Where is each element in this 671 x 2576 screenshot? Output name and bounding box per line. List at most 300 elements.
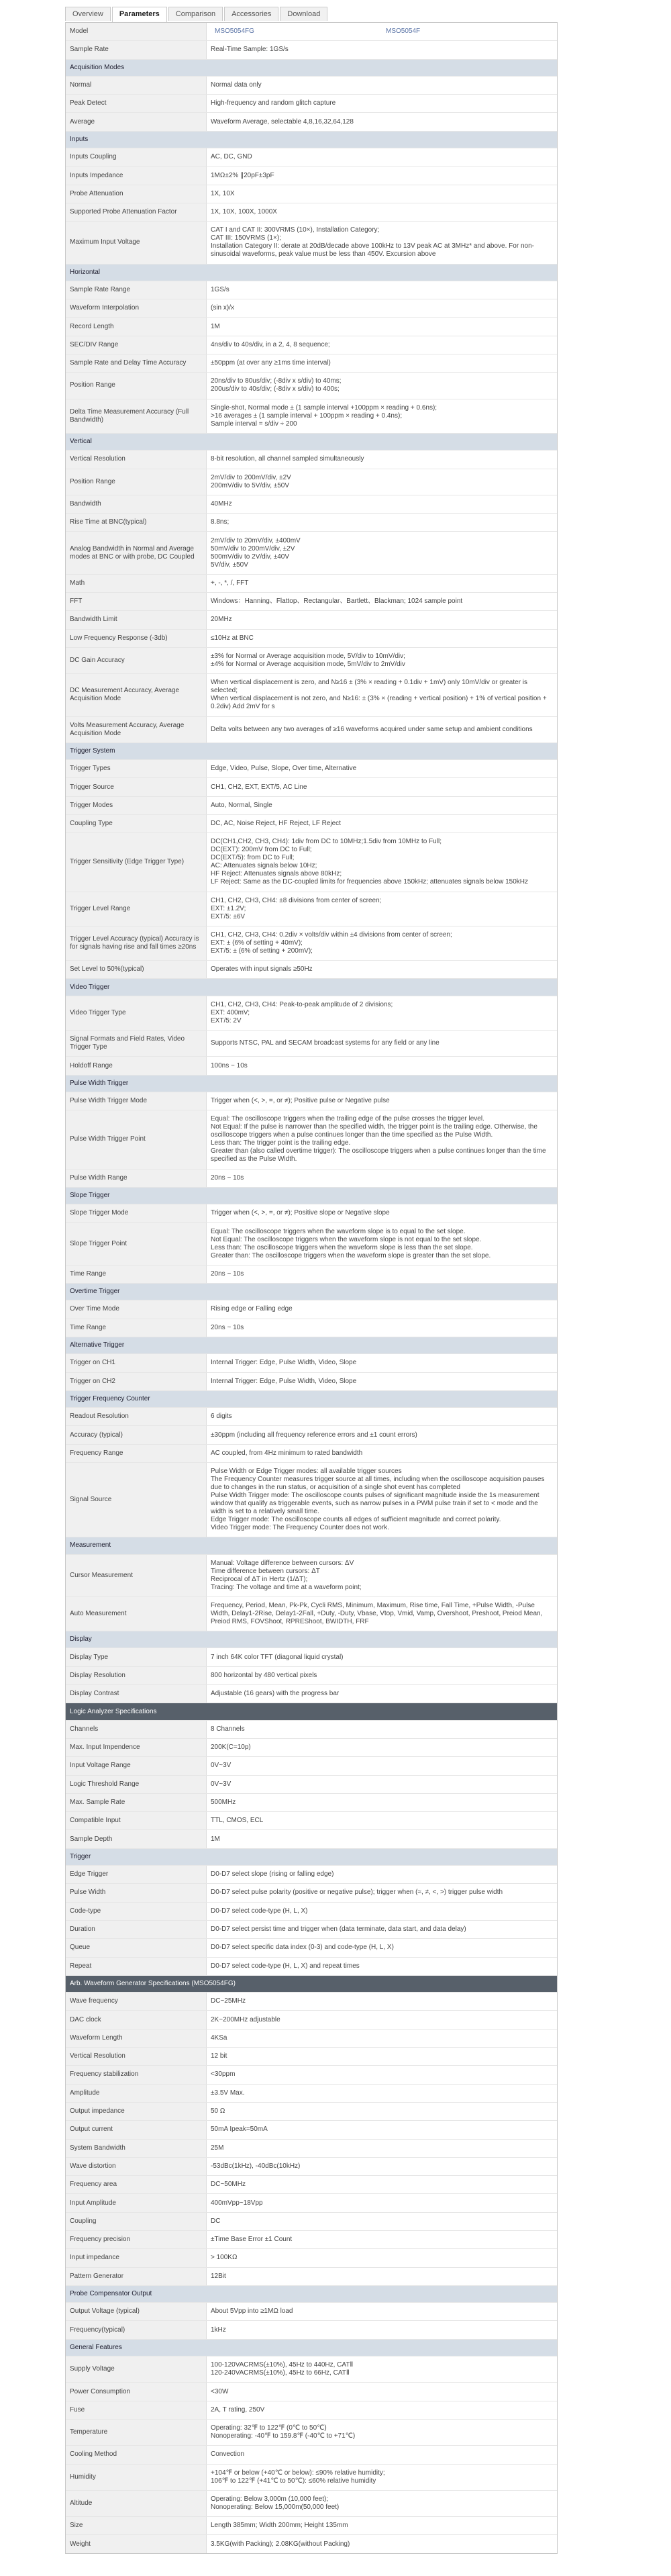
spec-label: Set Level to 50%(typical) bbox=[66, 961, 207, 978]
section-header: Overtime Trigger bbox=[66, 1284, 557, 1300]
spec-row bbox=[66, 2085, 557, 2103]
spec-row bbox=[66, 1776, 557, 1794]
spec-row bbox=[66, 1939, 557, 1957]
spec-row bbox=[66, 1555, 557, 1597]
spec-label: Weight bbox=[66, 2535, 207, 2553]
spec-value: Adjustable (16 gears) with the progress bar bbox=[211, 1690, 340, 1698]
spec-row bbox=[66, 1757, 557, 1775]
spec-value: Delta volts between any two averages of ≥16 waveforms acquired under same setup and ambient conditions bbox=[211, 725, 533, 733]
spec-value: Convection bbox=[211, 2450, 245, 2459]
spec-value: DC(CH1,CH2, CH3, CH4): 1div from DC to 10MHz;1.5div from 10MHz to Full; DC(EXT): 200mV from DC to Full; DC(EXT/5): from DC to Full; AC: Attenuates signals below 10Hz; HF Reject: Attenuates signals above 80kHz; LF Reject: Same as the DC-coupled limits for frequencies above 150kHz; attenuates signals below 150kHz bbox=[211, 838, 529, 886]
spec-row bbox=[66, 336, 557, 354]
spec-row bbox=[66, 892, 557, 926]
spec-label: Maximum Input Voltage bbox=[66, 222, 207, 263]
spec-label: DAC clock bbox=[66, 2011, 207, 2028]
spec-value: 2mV/div to 200mV/div, ±2V 200mV/div to 5V/div, ±50V bbox=[211, 473, 291, 489]
spec-row bbox=[66, 77, 557, 95]
spec-value: Edge, Video, Pulse, Slope, Over time, Alternative bbox=[211, 765, 357, 773]
section-header: Slope Trigger bbox=[66, 1188, 557, 1204]
spec-label: Bandwidth bbox=[66, 495, 207, 513]
spec-row bbox=[66, 41, 557, 59]
spec-value: 25M bbox=[211, 2144, 224, 2152]
spec-label: Temperature bbox=[66, 2420, 207, 2445]
spec-value: 800 horizontal by 480 vertical pixels bbox=[211, 1671, 317, 1679]
spec-row bbox=[66, 1921, 557, 1939]
spec-label: SEC/DIV Range bbox=[66, 336, 207, 354]
spec-value: 20ns ~ 10s bbox=[211, 1174, 244, 1182]
spec-label: Input Amplitude bbox=[66, 2194, 207, 2211]
spec-row bbox=[66, 630, 557, 648]
spec-value: Operating: Below 3,000m (10,000 feet); Nonoperating: Below 15,000m(50,000 feet) bbox=[211, 2495, 340, 2511]
spec-value: DC~25MHz bbox=[211, 1997, 246, 2005]
spec-row bbox=[66, 399, 557, 434]
spec-row bbox=[66, 1830, 557, 1848]
spec-value: 12 bit bbox=[211, 2052, 227, 2060]
spec-value: ±3.5V Max. bbox=[211, 2089, 245, 2097]
spec-label: Peak Detect bbox=[66, 95, 207, 112]
spec-label: Time Range bbox=[66, 1266, 207, 1283]
spec-row bbox=[66, 1223, 557, 1265]
tab-overview[interactable]: Overview bbox=[65, 7, 111, 21]
spec-row bbox=[66, 1266, 557, 1284]
tab-parameters[interactable]: Parameters bbox=[112, 7, 167, 22]
spec-row bbox=[66, 514, 557, 532]
spec-label: Display Type bbox=[66, 1648, 207, 1666]
spec-row bbox=[66, 2213, 557, 2231]
spec-row bbox=[66, 1903, 557, 1921]
spec-label: Trigger on CH2 bbox=[66, 1373, 207, 1390]
spec-value: When vertical displacement is zero, and N≥16 ± (3% × reading + 0.1div + 1mV) only 10mV/div or greater is selected; When vertical displacement is not zero, and N≥16: ± (3% × (reading + vertical position) + 1% of vertical position + 0.2div) Add 2mV for s bbox=[211, 679, 547, 711]
spec-row bbox=[66, 1993, 557, 2011]
spec-label: Queue bbox=[66, 1939, 207, 1956]
spec-label: Trigger Modes bbox=[66, 797, 207, 814]
spec-value: Real-Time Sample: 1GS/s bbox=[211, 46, 289, 54]
spec-value: TTL, CMOS, ECL bbox=[211, 1817, 264, 1825]
spec-label: Trigger Source bbox=[66, 778, 207, 796]
spec-label: Waveform Length bbox=[66, 2030, 207, 2047]
spec-label: DC Measurement Accuracy, Average Acquisition Mode bbox=[66, 674, 207, 716]
spec-row bbox=[66, 996, 557, 1031]
spec-value: CH1, CH2, CH3, CH4: 0.2div × volts/div within ±4 divisions from center of screen; EXT: ± (6% of setting + 40mV); EXT/5: ± (6% of setting + 200mV); bbox=[211, 931, 452, 955]
section-header: Pulse Width Trigger bbox=[66, 1076, 557, 1092]
spec-label: Frequency(typical) bbox=[66, 2321, 207, 2338]
spec-label: Video Trigger Type bbox=[66, 996, 207, 1030]
spec-value: 1X, 10X bbox=[211, 189, 235, 197]
spec-row bbox=[66, 1685, 557, 1703]
spec-value: (sin x)/x bbox=[211, 304, 234, 312]
spec-value: 20ns ~ 10s bbox=[211, 1323, 244, 1331]
spec-label: Volts Measurement Accuracy, Average Acquisition Mode bbox=[66, 717, 207, 743]
spec-label: Math bbox=[66, 575, 207, 592]
spec-row bbox=[66, 1667, 557, 1685]
spec-value: Windows：Hanning、Flattop、Rectangular、Bartlett、Blackman; 1024 sample point bbox=[211, 598, 463, 606]
spec-value: D0-D7 select slope (rising or falling edge) bbox=[211, 1870, 334, 1878]
spec-row bbox=[66, 2303, 557, 2321]
spec-value: ≤10Hz at BNC bbox=[211, 634, 254, 642]
section-header: Vertical bbox=[66, 434, 557, 450]
spec-label: Code-type bbox=[66, 1903, 207, 1920]
spec-value: Auto, Normal, Single bbox=[211, 801, 272, 809]
spec-label: Signal Source bbox=[66, 1463, 207, 1537]
spec-label: Trigger on CH1 bbox=[66, 1354, 207, 1372]
section-header: Inputs bbox=[66, 132, 557, 148]
spec-row bbox=[66, 450, 557, 469]
spec-value: 12Bit bbox=[211, 2272, 226, 2280]
spec-value: D0-D7 select persist time and trigger when (data terminate, data start, and data delay) bbox=[211, 1925, 466, 1934]
spec-row bbox=[66, 495, 557, 514]
spec-value: 6 digits bbox=[211, 1413, 232, 1421]
spec-row bbox=[66, 717, 557, 743]
spec-row bbox=[66, 222, 557, 264]
spec-label: Trigger Level Range bbox=[66, 892, 207, 926]
spec-row bbox=[66, 1426, 557, 1444]
spec-label: Frequency stabilization bbox=[66, 2066, 207, 2083]
spec-value: 0V~3V bbox=[211, 1780, 231, 1788]
spec-label: Low Frequency Response (-3db) bbox=[66, 630, 207, 647]
spec-label: Supply Voltage bbox=[66, 2356, 207, 2382]
spec-value: D0-D7 select pulse polarity (positive or negative pulse); trigger when (≈, ≠, <, >) trigger pulse width bbox=[211, 1889, 503, 1897]
spec-label: Average bbox=[66, 113, 207, 130]
spec-row bbox=[66, 926, 557, 961]
spec-value: 8.8ns; bbox=[211, 518, 229, 526]
spec-label: Rise Time at BNC(typical) bbox=[66, 514, 207, 531]
spec-row bbox=[66, 113, 557, 131]
spec-value: Single-shot, Normal mode ± (1 sample interval +100ppm × reading + 0.6ns); >16 averages ± (1 sample interval + 100ppm × reading + 0.4ns); Sample interval = s/div ÷ 200 bbox=[211, 403, 437, 428]
spec-label: Supported Probe Attenuation Factor bbox=[66, 203, 207, 221]
spec-row bbox=[66, 833, 557, 892]
spec-label: Analog Bandwidth in Normal and Average modes at BNC or with probe, DC Coupled bbox=[66, 532, 207, 573]
spec-row bbox=[66, 1354, 557, 1372]
spec-value: 1kHz bbox=[211, 2326, 226, 2334]
spec-row bbox=[66, 575, 557, 593]
spec-label: Coupling bbox=[66, 2213, 207, 2230]
spec-value: -53dBc(1kHz), -40dBc(10kHz) bbox=[211, 2162, 301, 2170]
spec-value: DC, AC, Noise Reject, HF Reject, LF Reject bbox=[211, 820, 341, 828]
spec-row bbox=[66, 2420, 557, 2446]
spec-row bbox=[66, 2048, 557, 2066]
section-header: Horizontal bbox=[66, 265, 557, 281]
spec-label: Pattern Generator bbox=[66, 2268, 207, 2285]
spec-value: 1M bbox=[211, 322, 220, 330]
spec-value: <30ppm bbox=[211, 2070, 236, 2079]
spec-label: Sample Depth bbox=[66, 1830, 207, 1848]
spec-value: Operates with input signals ≥50Hz bbox=[211, 965, 313, 973]
spec-label: Signal Formats and Field Rates, Video Trigger Type bbox=[66, 1031, 207, 1056]
spec-value: D0-D7 select specific data index (0-3) and code-type (H, L, X) bbox=[211, 1944, 394, 1952]
spec-label: Input impedance bbox=[66, 2249, 207, 2267]
section-header: Alternative Trigger bbox=[66, 1337, 557, 1354]
spec-value: 20MHz bbox=[211, 616, 232, 624]
spec-value: DC bbox=[211, 2217, 221, 2225]
section-header: General Features bbox=[66, 2340, 557, 2356]
spec-row bbox=[66, 760, 557, 778]
spec-label: Record Length bbox=[66, 318, 207, 335]
spec-label: Power Consumption bbox=[66, 2383, 207, 2400]
spec-value: 200K(C=10p) bbox=[211, 1744, 251, 1752]
spec-row bbox=[66, 1445, 557, 1463]
spec-label: Readout Resolution bbox=[66, 1408, 207, 1425]
spec-row bbox=[66, 797, 557, 815]
section-header: Measurement bbox=[66, 1537, 557, 1554]
spec-value: 100-120VACRMS(±10%), 45Hz to 440Hz, CATⅡ 120-240VACRMS(±10%), 45Hz to 66Hz, CATⅡ bbox=[211, 2361, 354, 2377]
spec-value: Trigger when (<, >, =, or ≠); Positive slope or Negative slope bbox=[211, 1209, 390, 1217]
spec-value: 20ns/div to 80us/div; (-8div x s/div) to 40ms; 200us/div to 40s/div; (-8div x s/div) to 400s; bbox=[211, 377, 342, 393]
spec-label: Position Range bbox=[66, 373, 207, 398]
tab-bar bbox=[65, 7, 329, 22]
spec-label: Max. Sample Rate bbox=[66, 1794, 207, 1811]
spec-label: Normal bbox=[66, 77, 207, 94]
spec-row bbox=[66, 1170, 557, 1188]
spec-label: Duration bbox=[66, 1921, 207, 1938]
spec-label: Vertical Resolution bbox=[66, 2048, 207, 2065]
spec-value: D0-D7 select code-type (H, L, X) bbox=[211, 1907, 308, 1915]
section-header: Video Trigger bbox=[66, 979, 557, 996]
spec-row bbox=[66, 2268, 557, 2286]
spec-row bbox=[66, 2401, 557, 2420]
spec-value: 100ns ~ 10s bbox=[211, 1061, 248, 1069]
spec-row bbox=[66, 2249, 557, 2267]
spec-value: Rising edge or Falling edge bbox=[211, 1305, 293, 1313]
spec-row bbox=[66, 778, 557, 796]
spec-label: Position Range bbox=[66, 469, 207, 495]
spec-label: Auto Measurement bbox=[66, 1597, 207, 1631]
spec-row bbox=[66, 203, 557, 222]
tab-download[interactable]: Download bbox=[280, 7, 327, 21]
section-header: Probe Compensator Output bbox=[66, 2286, 557, 2303]
spec-label: Pulse Width Trigger Mode bbox=[66, 1092, 207, 1110]
spec-row bbox=[66, 299, 557, 318]
spec-label: Sample Rate Range bbox=[66, 281, 207, 299]
spec-label: Sample Rate and Delay Time Accuracy bbox=[66, 354, 207, 372]
spec-label: Output impedance bbox=[66, 2103, 207, 2120]
spec-value: 1X, 10X, 100X, 1000X bbox=[211, 208, 277, 216]
spec-row bbox=[66, 2517, 557, 2535]
spec-label: Wave frequency bbox=[66, 1993, 207, 2010]
spec-row bbox=[66, 1812, 557, 1830]
spec-row bbox=[66, 2383, 557, 2401]
spec-row bbox=[66, 2030, 557, 2048]
tab-accessories[interactable]: Accessories bbox=[224, 7, 278, 21]
spec-row bbox=[66, 1597, 557, 1631]
spec-value: ±Time Base Error ±1 Count bbox=[211, 2236, 293, 2244]
spec-value: Normal data only bbox=[211, 81, 262, 89]
spec-table bbox=[65, 22, 558, 2554]
spec-row bbox=[66, 1884, 557, 1902]
spec-row bbox=[66, 593, 557, 611]
spec-value: +104℉ or below (+40℃ or below): ≤90% relative humidity; 106℉ to 122℉ (+41℃ to 50℃): ≤60% relative humidity bbox=[211, 2469, 385, 2485]
spec-label: Display Resolution bbox=[66, 1667, 207, 1684]
spec-label: Size bbox=[66, 2517, 207, 2534]
spec-row bbox=[66, 2158, 557, 2176]
spec-row bbox=[66, 1031, 557, 1057]
spec-label: Slope Trigger Point bbox=[66, 1223, 207, 1264]
spec-label: Accuracy (typical) bbox=[66, 1426, 207, 1443]
spec-label: Frequency Range bbox=[66, 1445, 207, 1462]
spec-value: 0V~3V bbox=[211, 1762, 231, 1770]
spec-label: Trigger Sensitivity (Edge Trigger Type) bbox=[66, 833, 207, 891]
spec-label: Input Voltage Range bbox=[66, 1757, 207, 1774]
spec-label: Probe Attenuation bbox=[66, 185, 207, 203]
spec-row bbox=[66, 2356, 557, 2383]
spec-value: <30W bbox=[211, 2387, 229, 2395]
spec-row bbox=[66, 1319, 557, 1337]
spec-value: CH1, CH2, CH3, CH4: Peak-to-peak amplitude of 2 divisions; EXT: 400mV; EXT/5: 2V bbox=[211, 1000, 393, 1024]
spec-row bbox=[66, 2066, 557, 2084]
spec-label: Inputs Impedance bbox=[66, 166, 207, 184]
spec-value: Internal Trigger: Edge, Pulse Width, Video, Slope bbox=[211, 1377, 357, 1385]
tab-comparison[interactable]: Comparison bbox=[168, 7, 223, 21]
spec-value: About 5Vpp into ≥1MΩ load bbox=[211, 2307, 293, 2316]
spec-value: Equal: The oscilloscope triggers when the waveform slope is to equal to the set slope. Not Equal: The oscilloscope triggers when the waveform slope is not equal to the set slope. Less than: The oscilloscope triggers when the waveform slope is less than the set slope. Greater than: The oscilloscope triggers when the waveform slope is greater than the set slope. bbox=[211, 1227, 491, 1259]
spec-label: Channels bbox=[66, 1721, 207, 1738]
spec-value: 400mVpp~18Vpp bbox=[211, 2199, 263, 2207]
spec-value: DC~50MHz bbox=[211, 2181, 246, 2189]
spec-label: Coupling Type bbox=[66, 815, 207, 832]
spec-row bbox=[66, 1463, 557, 1537]
spec-row bbox=[66, 648, 557, 674]
spec-row bbox=[66, 1866, 557, 1884]
spec-row bbox=[66, 2121, 557, 2139]
spec-row bbox=[66, 1057, 557, 1075]
spec-row bbox=[66, 2491, 557, 2517]
spec-label: Bandwidth Limit bbox=[66, 611, 207, 628]
spec-value: Supports NTSC, PAL and SECAM broadcast systems for any field or any line bbox=[211, 1039, 440, 1047]
spec-row bbox=[66, 185, 557, 203]
spec-value: Internal Trigger: Edge, Pulse Width, Video, Slope bbox=[211, 1359, 357, 1367]
spec-value: 4ns/div to 40s/div, in a 2, 4, 8 sequence; bbox=[211, 340, 330, 348]
spec-row bbox=[66, 611, 557, 629]
spec-label: Amplitude bbox=[66, 2085, 207, 2102]
spec-row bbox=[66, 2446, 557, 2464]
spec-label: Output current bbox=[66, 2121, 207, 2138]
spec-row bbox=[66, 166, 557, 185]
spec-label: Trigger Level Accuracy (typical) Accuracy is for signals having rise and fall times ≥20ns bbox=[66, 926, 207, 960]
spec-label: Pulse Width Trigger Point bbox=[66, 1110, 207, 1168]
spec-value: 500MHz bbox=[211, 1799, 236, 1806]
spec-value: 20ns ~ 10s bbox=[211, 1270, 244, 1278]
spec-row bbox=[66, 95, 557, 113]
spec-row bbox=[66, 1408, 557, 1426]
section-header: Trigger bbox=[66, 1849, 557, 1866]
spec-label: Delta Time Measurement Accuracy (Full Bandwidth) bbox=[66, 399, 207, 433]
spec-label: Pulse Width Range bbox=[66, 1170, 207, 1187]
spec-value: Waveform Average, selectable 4,8,16,32,64,128 bbox=[211, 117, 354, 126]
spec-value: 7 inch 64K color TFT (diagonal liquid crystal) bbox=[211, 1653, 344, 1661]
spec-value: Manual: Voltage difference between cursors: ΔV Time difference between cursors: ΔT Reciprocal of ΔT in Hertz (1/ΔT); Tracing: The voltage and time at a waveform point; bbox=[211, 1559, 362, 1591]
spec-row bbox=[66, 1739, 557, 1757]
spec-value: ±30ppm (including all frequency reference errors and ±1 count errors) bbox=[211, 1431, 417, 1439]
spec-value: ±3% for Normal or Average acquisition mode, 5V/div to 10mV/div; ±4% for Normal or Average acquisition mode, 5mV/div to 2mV/div bbox=[211, 653, 405, 669]
spec-label: FFT bbox=[66, 593, 207, 610]
spec-label: Frequency precision bbox=[66, 2231, 207, 2248]
spec-row bbox=[66, 1110, 557, 1169]
spec-value: +, -, *, /, FFT bbox=[211, 579, 249, 587]
spec-value: Operating: 32℉ to 122℉ (0℃ to 50℃) Nonoperating: -40℉ to 159.8℉ (-40℃ to +71℃) bbox=[211, 2424, 356, 2440]
spec-row bbox=[66, 532, 557, 574]
spec-value: 8-bit resolution, all channel sampled simultaneously bbox=[211, 455, 364, 463]
spec-row bbox=[66, 469, 557, 495]
spec-label: Output Voltage (typical) bbox=[66, 2303, 207, 2320]
spec-row bbox=[66, 2321, 557, 2339]
spec-row bbox=[66, 1958, 557, 1976]
spec-row bbox=[66, 2465, 557, 2491]
spec-label: Frequency area bbox=[66, 2176, 207, 2193]
spec-row bbox=[66, 1794, 557, 1812]
spec-value: CAT I and CAT II: 300VRMS (10×), Installation Category; CAT III: 150VRMS (1×); Installation Category II: derate at 20dB/decade above 100kHz to 13V peak AC at 3MHz* and above. For non-sinusoidal waveforms, peak value must be less than 450V. Excursion above bbox=[211, 226, 534, 258]
spec-label: Inputs Coupling bbox=[66, 148, 207, 166]
spec-row bbox=[66, 2231, 557, 2249]
section-header: Display bbox=[66, 1631, 557, 1648]
section-header: Trigger Frequency Counter bbox=[66, 1391, 557, 1408]
spec-value: D0-D7 select code-type (H, L, X) and repeat times bbox=[211, 1962, 360, 1970]
spec-value: 3.5KG(with Packing); 2.08KG(without Packing) bbox=[211, 2540, 350, 2548]
spec-label: Slope Trigger Mode bbox=[66, 1204, 207, 1222]
spec-label: Compatible Input bbox=[66, 1812, 207, 1829]
spec-value: 1MΩ±2% ∥20pF±3pF bbox=[211, 171, 274, 179]
spec-value: AC coupled, from 4Hz minimum to rated bandwidth bbox=[211, 1449, 363, 1457]
spec-value: 40MHz bbox=[211, 499, 232, 508]
spec-row bbox=[66, 1092, 557, 1110]
spec-label: Altitude bbox=[66, 2491, 207, 2516]
spec-row bbox=[66, 961, 557, 979]
section-header: Logic Analyzer Specifications bbox=[66, 1703, 557, 1720]
spec-label: Vertical Resolution bbox=[66, 450, 207, 468]
spec-row bbox=[66, 1721, 557, 1739]
spec-value: 2mV/div to 20mV/div, ±400mV 50mV/div to 200mV/div, ±2V 500mV/div to 2V/div, ±40V 5V/div, ±50V bbox=[211, 536, 301, 569]
spec-value: Pulse Width or Edge Trigger modes: all available trigger sources The Frequency Counter measures trigger source at all times, including when the oscilloscope acquisition pauses due to changes in the run status, or acquisition of a single shot event has completed Pulse Width Trigger mode: The oscilloscope counts pulses of significant magnitude inside the 1s measurement window that qualify as triggerable events, such as narrow pulses in a PWM pulse train if set to < mode and the width is set to a relatively small time. Edge Trigger mode: The oscilloscope counts all edges of sufficient magnitude and correct polarity. Video Trigger mode: The Frequency Counter does not work. bbox=[211, 1468, 545, 1532]
section-header: Arb. Waveform Generator Specifications (MSO5054FG) bbox=[66, 1976, 557, 1993]
spec-value: 2A, T rating, 250V bbox=[211, 2405, 265, 2414]
model-link[interactable]: MSO5054FG bbox=[215, 28, 254, 36]
spec-label: Fuse bbox=[66, 2401, 207, 2419]
spec-row bbox=[66, 1373, 557, 1391]
spec-row bbox=[66, 281, 557, 299]
spec-row bbox=[66, 373, 557, 399]
spec-value: 1GS/s bbox=[211, 286, 229, 293]
spec-value: CH1, CH2, CH3, CH4: ±8 divisions from center of screen; EXT: ±1.2V; EXT/5: ±6V bbox=[211, 896, 382, 920]
spec-label: Time Range bbox=[66, 1319, 207, 1337]
spec-value: Length 385mm; Width 200mm; Height 135mm bbox=[211, 2522, 348, 2530]
spec-label: DC Gain Accuracy bbox=[66, 648, 207, 673]
spec-row bbox=[66, 2140, 557, 2158]
spec-row bbox=[66, 1648, 557, 1666]
spec-row bbox=[66, 354, 557, 373]
spec-row bbox=[66, 674, 557, 716]
spec-row bbox=[66, 148, 557, 166]
spec-label: Holdoff Range bbox=[66, 1057, 207, 1074]
spec-value: High-frequency and random glitch capture bbox=[211, 99, 336, 107]
spec-row bbox=[66, 2011, 557, 2029]
spec-label: Logic Threshold Range bbox=[66, 1776, 207, 1793]
spec-value: Frequency, Period, Mean, Pk-Pk, Cycli RMS, Minimum, Maximum, Rise time, Fall Time, +Pulse Width, -Pulse Width, Delay1-2Rise, Delay1-2Fall, +Duty, -Duty, Vbase, Vtop, Vmid, Vamp, Overshoot, Preshoot, Preiod Mean, Preiod RMS, FOVShoot, RPREShoot, BWIDTH, FRF bbox=[211, 1602, 543, 1626]
spec-row bbox=[66, 2103, 557, 2121]
model-link[interactable]: MSO5054F bbox=[386, 28, 421, 36]
spec-label: Repeat bbox=[66, 1958, 207, 1975]
spec-row bbox=[66, 318, 557, 336]
section-header: Acquisition Modes bbox=[66, 60, 557, 77]
spec-value: ±50ppm (at over any ≥1ms time interval) bbox=[211, 359, 331, 367]
spec-label: Waveform Interpolation bbox=[66, 299, 207, 317]
spec-value: Trigger when (<, >, =, or ≠); Positive pulse or Negative pulse bbox=[211, 1097, 390, 1105]
spec-label: Over Time Mode bbox=[66, 1300, 207, 1318]
spec-value: 2K~200MHz adjustable bbox=[211, 2015, 280, 2023]
spec-label: Sample Rate bbox=[66, 41, 207, 58]
spec-value: 8 Channels bbox=[211, 1725, 245, 1733]
spec-row bbox=[66, 2535, 557, 2553]
spec-label: Edge Trigger bbox=[66, 1866, 207, 1883]
section-header: Trigger System bbox=[66, 743, 557, 760]
spec-value: 50 Ω bbox=[211, 2107, 225, 2115]
